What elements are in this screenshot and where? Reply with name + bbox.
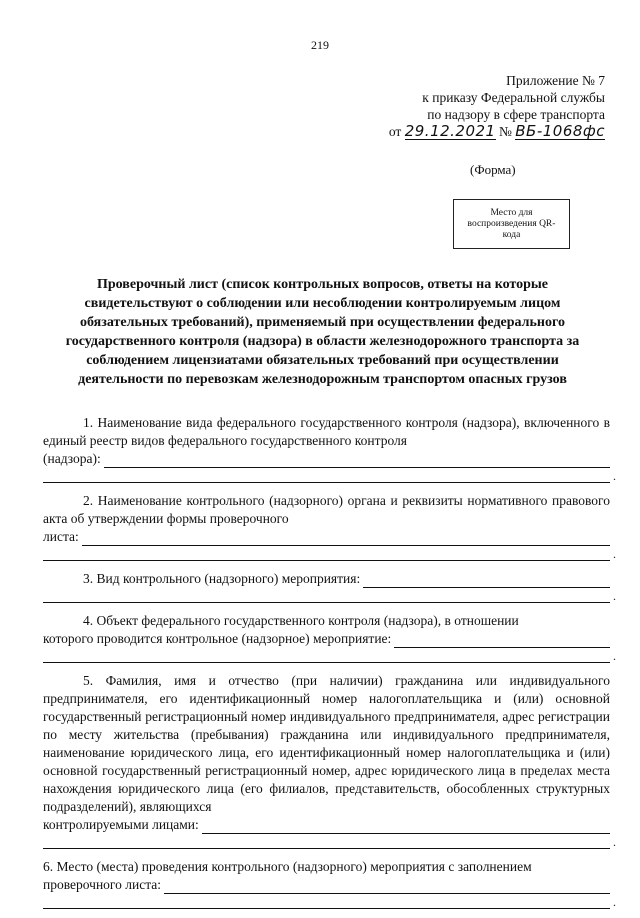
document-title: Проверочный лист (список контрольных вопросов, ответы на которые свидетельствуют о соблюдении или несоблюдении контролируемым лицом обязательных требований), применяемый при осуществлении федерального государственного контроля (надзора) в области железнодорожного транспорта за соблюдением лицензиатами обязательных требований при осуществлении деятельности по перевозкам железнодорожным транспортом опасных грузов [65,277,580,387]
list-item [43,672,616,849]
line-end-mark: . [613,895,616,909]
checklist-items [43,414,616,918]
item-tail-label: 3. Вид контрольного (надзорного) мероприятия: [83,571,361,586]
item-text: 4. Объект федерального государственного контроля (надзора), в отношении [83,613,519,628]
page-number: 219 [311,38,329,52]
annex-from-prefix: от [388,124,402,139]
item-text: 2. Наименование контрольного (надзорного) органа и реквизиты нормативного правового акта об утверждении формы проверочного [43,493,610,526]
fill-in-field[interactable] [43,894,616,909]
handwritten-date: 29.12.2021 [404,122,496,140]
list-item [43,612,616,663]
line-end-mark: . [613,589,616,603]
fill-in-field[interactable] [202,820,610,834]
line-end-mark: . [613,649,616,663]
line-end-mark: . [613,835,616,849]
list-item [43,570,616,603]
fill-in-field[interactable] [394,634,610,648]
fill-in-field[interactable] [43,546,616,561]
line-end-mark: . [613,547,616,561]
handwritten-order-number: ВБ-1068фс [515,122,605,140]
annex-date-line [389,123,605,140]
item-text: 1. Наименование вида федерального государственного контроля (надзора), включенного в единый реестр видов федерального государственного контроля [43,415,610,448]
list-item [43,414,616,483]
qr-code-placeholder [453,199,570,249]
fill-in-field[interactable] [43,588,616,603]
item-tail-label: контролируемыми лицами: [43,817,199,832]
list-item [43,492,616,561]
fill-in-field[interactable] [43,468,616,483]
annex-line-1: Приложение № 7 [506,73,605,88]
item-text: 6. Место (места) проведения контрольного (надзорного) мероприятия с заполнением [43,859,532,874]
annex-line-2: к приказу Федеральной службы [422,90,605,105]
item-tail-label: проверочного листа: [43,877,162,892]
qr-placeholder-text: Место для воспроизведения QR-кода [467,207,556,240]
item-tail-label: листа: [43,529,79,544]
fill-in-field[interactable] [104,454,610,468]
item-tail-label: которого проводится контрольное (надзорное) мероприятие: [43,631,392,646]
fill-in-field[interactable] [43,834,616,849]
annex-line-3: по надзору в сфере транспорта [427,107,605,122]
fill-in-field[interactable] [363,574,610,588]
form-label: (Форма) [470,162,516,177]
annex-header [389,72,605,140]
fill-in-field[interactable] [43,648,616,663]
item-text: 5. Фамилия, имя и отчество (при наличии) гражданина или индивидуального предпринимателя, его идентификационный номер налогоплательщика и (или) основной государственный регистрационный номер индивидуального предпринимателя, адрес регистрации по месту жительства (пребывания) гражданина или индивидуального предпринимателя, наименование юридического лица, его идентификационный номер налогоплательщика и (или) основной государственный регистрационный номер, адрес юридического лица в пределах места нахождения юридического лица (его филиалов, представительств, обособленных структурных подразделений), являющихся [43,673,610,814]
annex-number-sign: № [498,124,512,139]
fill-in-field[interactable] [82,532,610,546]
list-item [43,858,616,909]
line-end-mark: . [613,469,616,483]
item-tail-label: (надзора): [43,451,101,466]
fill-in-field[interactable] [164,880,610,894]
